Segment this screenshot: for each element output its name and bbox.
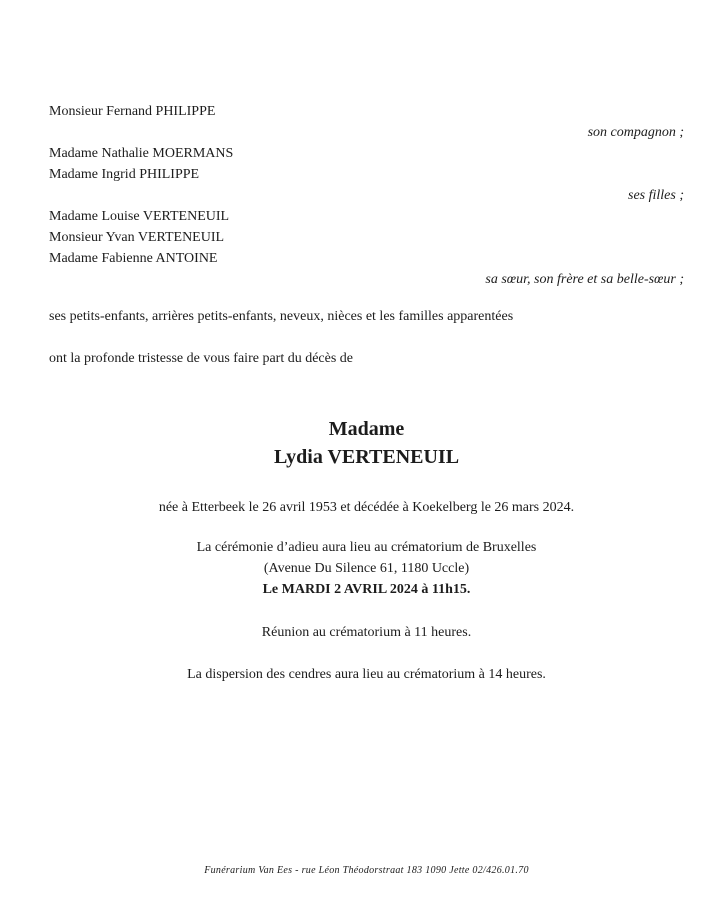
mourner-name: Monsieur Fernand PHILIPPE [49,104,216,119]
mourner-name: Madame Louise VERTENEUIL [49,209,230,224]
mourner-name: Monsieur Yvan VERTENEUIL [49,230,225,245]
mourner-name: Madame Ingrid PHILIPPE [49,167,200,182]
mourner-name: Madame Fabienne ANTOINE [49,251,218,266]
ceremony-location-line: La cérémonie d’adieu aura lieu au crématorium de Bruxelles [196,540,537,555]
deceased-title: Madame [328,418,405,440]
ashes-dispersion-line: La dispersion des cendres aura lieu au crématorium à 14 heures. [187,667,546,682]
relation-label: son compagnon ; [587,125,684,140]
ceremony-address-line: (Avenue Du Silence 61, 1180 Uccle) [263,561,470,576]
extended-family-line: ses petits-enfants, arrières petits-enfants, neveux, nièces et les familles apparentées [49,309,514,324]
relation-label: ses filles ; [628,188,684,203]
meeting-line: Réunion au crématorium à 11 heures. [261,625,472,640]
announcement-line: ont la profonde tristesse de vous faire part du décès de [49,351,354,366]
funeral-home-footer: Funérarium Van Ees - rue Léon Théodorstraat 183 1090 Jette 02/426.01.70 [204,865,529,876]
life-dates-line: née à Etterbeek le 26 avril 1953 et décédée à Koekelberg le 26 mars 2024. [158,500,575,515]
deceased-name: Lydia VERTENEUIL [273,446,460,468]
mourner-name: Madame Nathalie MOERMANS [49,146,234,161]
ceremony-datetime-line: Le MARDI 2 AVRIL 2024 à 11h15. [262,582,471,597]
relation-label: sa sœur, son frère et sa belle-sœur ; [485,272,684,287]
